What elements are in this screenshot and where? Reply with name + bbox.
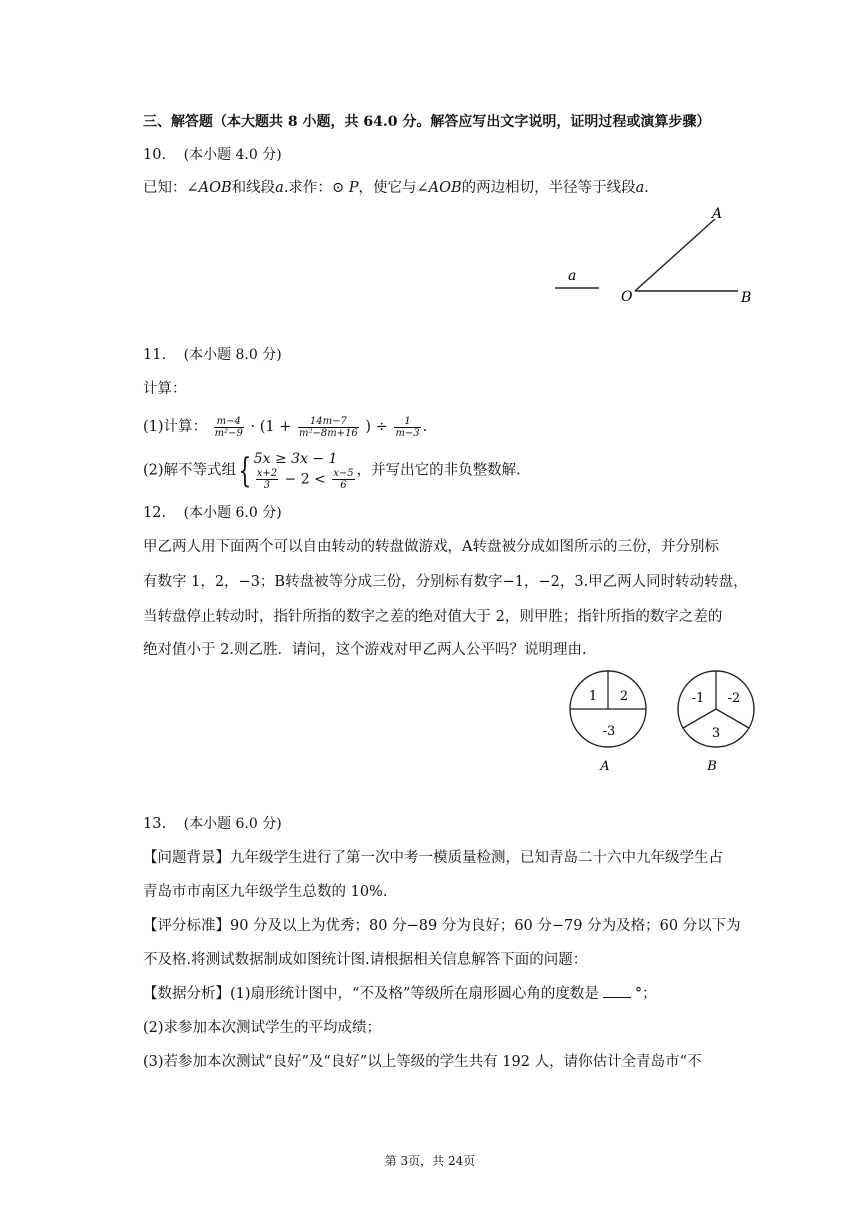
question-number: 12. <box>143 505 167 521</box>
math-var: a <box>275 180 284 196</box>
fraction <box>256 468 278 491</box>
text: . <box>422 419 428 435</box>
question-10-text <box>143 178 649 198</box>
question-12-line: 甲乙两人用下面两个可以自由转动的转盘做游戏，A转盘被分成如图所示的三份，并分别标 <box>143 539 719 555</box>
fraction <box>298 416 359 439</box>
question-11-part1 <box>143 414 427 440</box>
text: 的两边相切，半径等于线段 <box>461 180 636 196</box>
denominator: 6 <box>340 480 347 491</box>
spinner-b-section: -1 <box>691 691 705 706</box>
question-13-line: 不及格.将测试数据制成如图统计图.请根据相关信息解答下面的问题： <box>143 952 588 968</box>
question-11-part2 <box>143 450 521 491</box>
point-a-label: A <box>712 206 723 222</box>
question-score: (本小题 8.0 分) <box>183 347 282 363</box>
numerator: x+2 <box>256 468 278 479</box>
denominator: m²−8m+16 <box>298 427 358 439</box>
segment-a-label: a <box>568 268 577 284</box>
spinner-b-label: B <box>707 759 717 774</box>
text: 已知： <box>143 180 187 196</box>
vertex-o-label: O <box>621 289 633 305</box>
text: 和线段 <box>231 180 276 196</box>
question-13-header <box>143 814 282 834</box>
question-12-line: 有数字 1，2，−3；B转盘被等分成三份，分别标有数字−1，−2，3.甲乙两人同时转动转盘， <box>143 574 748 590</box>
ray-oa <box>635 219 715 291</box>
fraction <box>394 416 420 439</box>
question-12-line: 绝对值小于 2.则乙胜．请问，这个游戏对甲乙两人公平吗？说明理由. <box>143 642 587 658</box>
question-13-line: 【问题背景】九年级学生进行了第一次中考一模质量检测，已知青岛二十六中九年级学生占 <box>143 850 723 866</box>
inequality-2 <box>254 468 357 491</box>
text: ，并写出它的非负整数解. <box>356 462 521 479</box>
math-var: P <box>348 180 359 196</box>
operator: · (1 + <box>250 419 292 435</box>
question-11-header <box>143 345 282 365</box>
question-score: (本小题 6.0 分) <box>183 505 282 521</box>
question-13-line: 【评分标准】90 分及以上为优秀；80 分−89 分为良好；60 分−79 分为及格；60 分以下为 <box>143 918 741 934</box>
question-score: (本小题 6.0 分) <box>183 816 282 832</box>
numerator: m−4 <box>214 416 244 428</box>
part-label: (1)计算： <box>143 419 208 435</box>
circle-symbol: ⊙ <box>331 180 345 196</box>
text: .求作： <box>283 180 332 196</box>
part-label: (2)解不等式组 <box>143 462 237 479</box>
text: . <box>644 180 649 196</box>
spinner-b-divider <box>716 709 749 728</box>
math-var: a <box>635 180 645 196</box>
spinners-figure <box>560 665 770 780</box>
question-13-part2: (2)求参加本次测试学生的平均成绩； <box>143 1020 382 1036</box>
operator: ) ÷ <box>365 419 388 435</box>
angle-figure <box>540 200 770 312</box>
section-heading: 三、解答题（本大题共 8 小题，共 64.0 分。解答应写出文字说明，证明过程或演算步骤） <box>143 114 711 130</box>
fraction <box>332 468 354 491</box>
point-b-label: B <box>741 290 752 306</box>
question-12-line: 当转盘停止转动时，指针所指的数字之差的绝对值大于 2，则甲胜；指针所指的数字之差的 <box>143 609 723 625</box>
fraction <box>214 416 244 439</box>
question-number: 13. <box>143 816 167 832</box>
inequality-system <box>254 450 357 491</box>
spinner-b-section: -2 <box>727 691 741 706</box>
question-number: 11. <box>143 347 167 363</box>
spinner-a-section: -3 <box>602 724 616 739</box>
question-13-line: 青岛市市南区九年级学生总数的 10%. <box>143 884 388 900</box>
spinner-a-section: 1 <box>588 689 598 704</box>
answer-blank <box>603 985 631 998</box>
denominator: 3 <box>263 480 271 491</box>
question-score: (本小题 4.0 分) <box>183 147 282 163</box>
page-footer: 第 3页，共 24页 <box>384 1154 476 1168</box>
spinner-b <box>678 671 754 774</box>
inequality-1: 5x ≥ 3x − 1 <box>253 451 338 467</box>
spinner-b-section: 3 <box>711 726 721 741</box>
text: 【数据分析】(1)扇形统计图中，“不及格”等级所在扇形圆心角的度数是 <box>143 986 599 1002</box>
text: ，使它与 <box>358 180 417 196</box>
numerator: 14m−7 <box>298 416 359 428</box>
question-number: 10. <box>143 147 167 163</box>
denominator: m−3 <box>395 427 420 439</box>
operator: − 2 < <box>284 471 326 488</box>
denominator: m²−9 <box>214 427 243 439</box>
question-11-intro: 计算： <box>143 381 187 397</box>
numerator: 1 <box>394 416 420 428</box>
numerator: x−5 <box>333 468 354 479</box>
question-10-header <box>143 145 282 165</box>
math-angle: ∠AOB <box>186 180 232 196</box>
spinner-a <box>570 671 646 774</box>
brace-symbol: { <box>238 450 252 491</box>
spinner-a-section: 2 <box>619 689 629 704</box>
question-13-analysis <box>143 984 657 1004</box>
question-12-header <box>143 503 282 523</box>
math-angle: ∠AOB <box>416 180 462 196</box>
text: °； <box>634 986 657 1002</box>
spinner-a-label: A <box>600 759 610 774</box>
question-13-part3: (3)若参加本次测试“良好”及“良好”以上等级的学生共有 192 人，请你估计全青岛市“不 <box>143 1054 702 1070</box>
